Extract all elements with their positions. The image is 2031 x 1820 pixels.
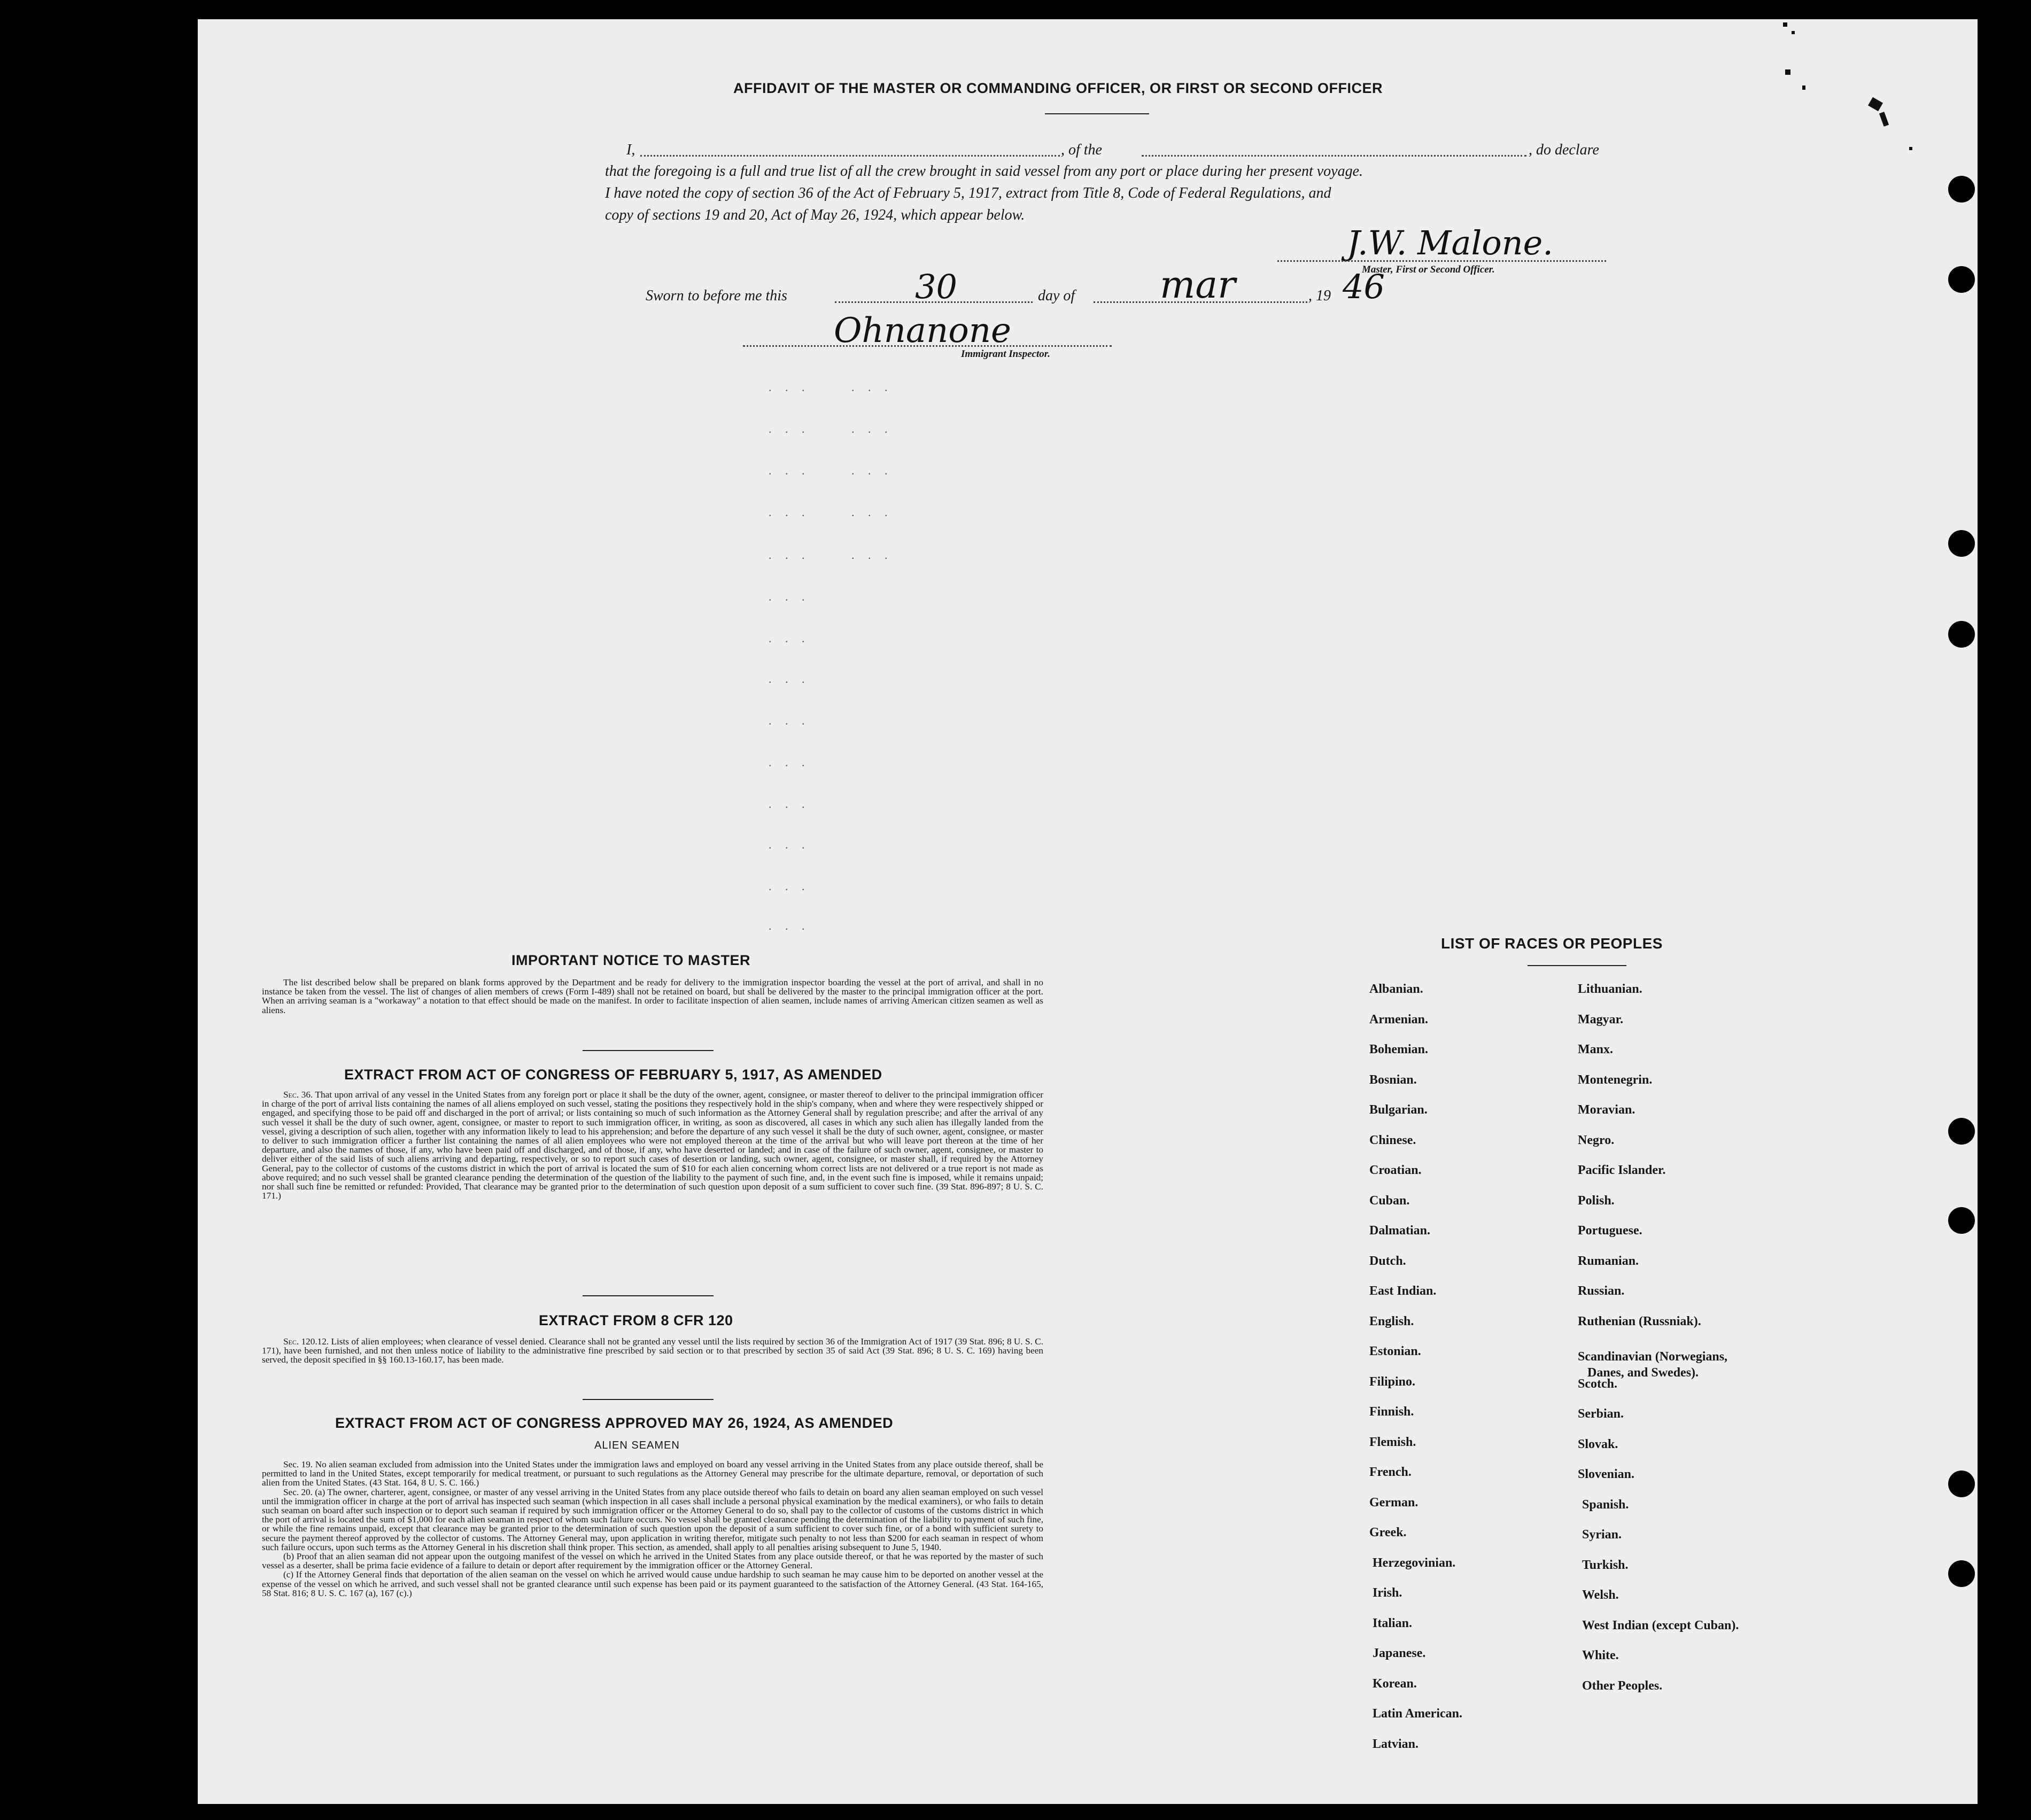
notice-text <box>262 978 1043 1015</box>
race-item: Manx. <box>1578 1043 1613 1056</box>
sec-20c-paragraph: (c) If the Attorney General finds that deportation of the alien seaman on the vessel on which he arrived would cause undue hardship to such seaman he may cause him to be deported on another vessel at the expense of the vessel on which he arrived, and such vessel shall not be granted clearance until such expense has been paid or its payment guaranteed to the satisfaction of the Attorney General. (43 Stat. 164-165, 58 Stat. 816; 8 U. S. C. 167 (a), 167 (c).) <box>262 1569 1043 1598</box>
master-signature-line <box>1277 260 1606 262</box>
race-item: Armenian. <box>1369 1012 1428 1026</box>
master-caption: Master, First or Second Officer. <box>1362 264 1495 275</box>
affidavit-declare-label: , do declare <box>1529 142 1599 158</box>
race-item: Flemish. <box>1369 1435 1416 1449</box>
inspector-signature: Ohnanone <box>834 311 1011 351</box>
race-item: Chinese. <box>1369 1133 1416 1147</box>
race-item: Magyar. <box>1578 1012 1624 1026</box>
paper-speck <box>1785 69 1790 75</box>
race-item: West Indian (except Cuban). <box>1582 1618 1739 1632</box>
races-title: LIST OF RACES OR PEOPLES <box>1441 935 1663 952</box>
race-item: Turkish. <box>1582 1558 1629 1572</box>
faint-dots: . . . <box>769 714 810 727</box>
race-item: Lithuanian. <box>1578 982 1642 996</box>
faint-dots: . . . . . . <box>769 464 893 477</box>
race-item: Dutch. <box>1369 1254 1406 1268</box>
punch-hole <box>1948 621 1975 648</box>
race-item: Latin American. <box>1373 1707 1462 1721</box>
affidavit-line-2: that the foregoing is a full and true list of all the crew brought in said vessel from any port or place during her present voyage. <box>605 163 1363 180</box>
race-item: Italian. <box>1373 1616 1413 1630</box>
race-item: German. <box>1369 1495 1418 1510</box>
race-item: Serbian. <box>1578 1407 1624 1421</box>
section-rule <box>583 1399 714 1400</box>
punch-hole <box>1948 1207 1975 1234</box>
race-item: Bohemian. <box>1369 1043 1429 1056</box>
race-item: Slovak. <box>1578 1437 1618 1451</box>
race-item: Russian. <box>1578 1284 1625 1298</box>
race-item: Herzegovinian. <box>1373 1555 1456 1570</box>
race-item: Bulgarian. <box>1369 1103 1428 1117</box>
sec-20b-paragraph: (b) Proof that an alien seaman did not appear upon the outgoing manifest of the vessel on which he arrived in the United States from any place outside thereof, or that he was reported by the master of such vessel as a deserter, shall be prima facie evidence of a failure to detain or deport after requirement by the immigration officer or the Attorney General. <box>262 1551 1043 1571</box>
race-item: Finnish. <box>1369 1405 1414 1419</box>
notice-paragraph: The list described below shall be prepared on blank forms approved by the Department and be ready for delivery to the immigration inspector boarding the vessel at the port of arrival, and shall in no instance be taken from the vessel. The list of changes of alien members of crews (Form I-489) shall not be retained on board, but shall be delivered by the master to the principal immigration officer at the port. When an arriving seaman is a "workaway" a notation to that effect should be made on the manifest. In order to facilitate inspection of alien seamen, include names of arriving American citizen seamen as well as aliens. <box>262 977 1043 1015</box>
faint-dots: . . . <box>769 880 810 893</box>
extract-cfr-text <box>262 1337 1043 1365</box>
extract-1917-title: EXTRACT FROM ACT OF CONGRESS OF FEBRUARY 5, 1917, AS AMENDED <box>344 1067 882 1083</box>
race-item: Latvian. <box>1373 1737 1419 1751</box>
race-item: Portuguese. <box>1578 1224 1642 1238</box>
title-rule <box>1045 113 1149 114</box>
affidavit-of-the-label: , of the <box>1061 142 1102 158</box>
punch-hole <box>1948 266 1975 293</box>
year-prefix: , 19 <box>1308 287 1331 304</box>
race-item: Spanish. <box>1582 1497 1629 1512</box>
extract-1924-title: EXTRACT FROM ACT OF CONGRESS APPROVED MAY 26, 1924, AS AMENDED <box>335 1415 894 1431</box>
affidavit-i-label: I, <box>626 142 635 158</box>
alien-seamen-subtitle: ALIEN SEAMEN <box>594 1440 680 1451</box>
sec-120-label: Sec. 120.12. <box>283 1336 329 1347</box>
faint-dots: . . . <box>769 919 810 932</box>
section-rule <box>583 1050 714 1051</box>
paper-speck <box>1909 147 1912 150</box>
punch-hole <box>1948 1471 1975 1497</box>
inspector-signature-line <box>743 345 1112 347</box>
race-item: Ruthenian (Russniak). <box>1578 1314 1701 1328</box>
faint-dots: . . . . . . <box>769 380 893 394</box>
extract-1917-text <box>262 1090 1043 1200</box>
extract-cfr-title: EXTRACT FROM 8 CFR 120 <box>539 1312 733 1328</box>
affidavit-line-3: I have noted the copy of section 36 of the Act of February 5, 1917, extract from Title 8, Code of Federal Regulations, and <box>605 185 1331 201</box>
race-item: Scandinavian (Norwegians, <box>1578 1350 1728 1364</box>
race-item: Japanese. <box>1373 1646 1426 1660</box>
section-rule <box>583 1295 714 1296</box>
extract-1924-text <box>262 1460 1043 1598</box>
sworn-label: Sworn to before me this <box>646 287 787 304</box>
race-item: Filipino. <box>1369 1374 1416 1389</box>
sec-19-paragraph: Sec. 19. No alien seaman excluded from admission into the United States under the immigration laws and employed on board any vessel arriving in the United States from any place outside thereof, shall be permitted to land in the United States, except temporarily for medical treatment, or pursuant to such regulations as the Attorney General may prescribe for the ultimate departure, removal, or deportation of such alien from the United States. (43 Stat. 164, 8 U. S. C. 166.) <box>262 1459 1043 1488</box>
race-item: White. <box>1582 1648 1619 1662</box>
races-title-rule <box>1528 965 1626 966</box>
day-of-label: day of <box>1038 287 1075 304</box>
race-item: Cuban. <box>1369 1193 1410 1208</box>
name-blank <box>640 155 1060 157</box>
race-item: French. <box>1369 1465 1412 1479</box>
race-item: Estonian. <box>1369 1344 1421 1358</box>
sworn-day: 30 <box>915 267 957 306</box>
race-item: Pacific Islander. <box>1578 1163 1666 1177</box>
faint-dots: . . . <box>769 672 810 686</box>
faint-dots: . . . . . . <box>769 548 893 562</box>
race-item: Korean. <box>1373 1676 1417 1691</box>
race-item: Other Peoples. <box>1582 1678 1663 1693</box>
sec-36-label: Sec. 36. <box>283 1090 313 1100</box>
vessel-blank <box>1142 155 1526 157</box>
master-signature: J.W. Malone. <box>1347 223 1553 262</box>
race-item: Syrian. <box>1582 1528 1622 1542</box>
faint-dots: . . . . . . <box>769 505 893 519</box>
sworn-year: 46 <box>1343 267 1385 306</box>
race-item: Danes, and Swedes). <box>1587 1366 1699 1380</box>
faint-dots: . . . . . . <box>769 422 893 435</box>
paper-speck <box>1783 22 1787 27</box>
race-item: Croatian. <box>1369 1163 1422 1177</box>
punch-hole <box>1948 176 1975 203</box>
paper-speck <box>1792 31 1795 34</box>
sec-20a-paragraph: Sec. 20. (a) The owner, charterer, agent, consignee, or master of any vessel arriving in the United States from any place outside thereof who fails to detain on board any alien seaman employed on such vessel until the immigration officer in charge at the port of arrival has inspected such seaman (which inspection in all cases shall include a personal physical examination by the medical examiners), or who fails to detain such seaman on board after such inspection or to deport such seaman if required by such immigration officer or the Attorney General to do so, shall pay to the collector of customs of the customs district in which the port of arrival is located the sum of $1,000 for each alien seaman in respect of whom such failure occurs. No vessel shall be granted clearance pending the determination of the liability to payment of such fine, or while the fine remains unpaid, except that clearance may be granted prior to the determination of such question upon the deposit of a sum sufficient to cover such fine, or of a bond with sufficient surety to secure the payment thereof approved by the collector of customs. The Attorney General may, upon application in writing therefor, mitigate such penalty to not less than $200 for each seaman in respect of whom such failure occurs, upon such terms as the Attorney General in his discretion shall think proper. This section, as amended, shall apply to all penalties arising subsequent to June 5, 1940. <box>262 1487 1044 1552</box>
race-item: Greek. <box>1369 1526 1407 1539</box>
sworn-month: mar <box>1160 263 1236 307</box>
race-item: Albanian. <box>1369 982 1423 996</box>
faint-dots: . . . <box>769 797 810 811</box>
race-item: Negro. <box>1578 1133 1615 1147</box>
sec-36-text: That upon arrival of any vessel in the United States from any foreign port or place it shall be the duty of the owner, agent, consignee, or master thereof to deliver to the principal immigration officer in charge of the port of arrival lists containing the names of all aliens employed on such vessel, stating the positions they respectively hold in the ship's company, when and where they were respectively shipped or engaged, and specifying those to be paid off and discharged in the port of arrival; or lists containing so much of such information as the Attorney General shall by regulation prescribe; and after the arrival of any such vessel it shall be the duty of such owner, agent, consignee, or master to report to such immigration officer, in writing, as soon as discovered, all cases in which any such alien has illegally landed from the vessel, giving a description of such alien, together with any information likely to lead to his apprehension; and before the departure of any such vessel it shall be the duty of such owner, agent, consignee, or master to deliver to such immigration officer a further list containing the names of all alien employees who were not employed thereon at the time of the arrival but who will leave port thereon at the time of her departure, and also the names of those, if any, who have been paid off and discharged, and of those, if any, who have deserted or landed; and in case of the failure of such owner, agent, consignee, or master to deliver either of the said lists of such aliens arriving and departing, respectively, or so to report such cases of desertion or landing, such owner, agent, consignee, or master shall, if required by the Attorney General, pay to the collector of customs of the customs district in which the port of arrival is located the sum of $10 for each alien concerning whom correct lists are not delivered or a true report is not made as above required; and no such vessel shall be granted clearance pending the determination of the question of the liability to the payment of such fine, and, in the event such fine is imposed, while it remains unpaid; nor shall such fine be remitted or refunded: Provided, That clearance may be granted prior to the determination of such question upon deposit of a sum sufficient to cover such fine. (39 Stat. 896-897; 8 U. S. C. 171.) <box>262 1090 1043 1201</box>
race-item: English. <box>1369 1314 1414 1328</box>
faint-dots: . . . <box>769 590 810 603</box>
affidavit-title: AFFIDAVIT OF THE MASTER OR COMMANDING OFFICER, OR FIRST OR SECOND OFFICER <box>733 80 1383 96</box>
race-item: Moravian. <box>1578 1103 1635 1117</box>
inspector-caption: Immigrant Inspector. <box>961 348 1050 360</box>
race-item: Polish. <box>1578 1193 1615 1208</box>
faint-dots: . . . <box>769 632 810 645</box>
race-item: Scotch. <box>1578 1376 1617 1391</box>
race-item: East Indian. <box>1369 1284 1437 1298</box>
race-item: Rumanian. <box>1578 1254 1639 1268</box>
race-item: Welsh. <box>1582 1588 1619 1602</box>
faint-dots: . . . <box>769 838 810 851</box>
punch-hole <box>1948 530 1975 557</box>
race-item: Irish. <box>1373 1586 1402 1600</box>
notice-title: IMPORTANT NOTICE TO MASTER <box>511 952 750 968</box>
punch-hole <box>1948 1118 1975 1145</box>
race-item: Bosnian. <box>1369 1072 1417 1087</box>
punch-hole <box>1948 1560 1975 1587</box>
affidavit-line-4: copy of sections 19 and 20, Act of May 26, 1924, which appear below. <box>605 207 1025 223</box>
race-item: Slovenian. <box>1578 1467 1635 1481</box>
paper-speck <box>1802 85 1805 90</box>
race-item: Montenegrin. <box>1578 1072 1653 1087</box>
race-item: Dalmatian. <box>1369 1224 1430 1238</box>
faint-dots: . . . <box>769 756 810 769</box>
sec-120-text: Lists of alien employees; when clearance of vessel denied. Clearance shall not be granted any vessel until the lists required by section 36 of the Immigration Act of 1917 (39 Stat. 896; 8 U. S. C. 171), have been furnished, and not then unless notice of liability to the administrative fine prescribed by said section or to that prescribed by section 35 of said Act (39 Stat. 896; 8 U. S. C. 169) having been served, the deposit specified in §§ 160.13-160.17, has been made. <box>262 1336 1043 1365</box>
